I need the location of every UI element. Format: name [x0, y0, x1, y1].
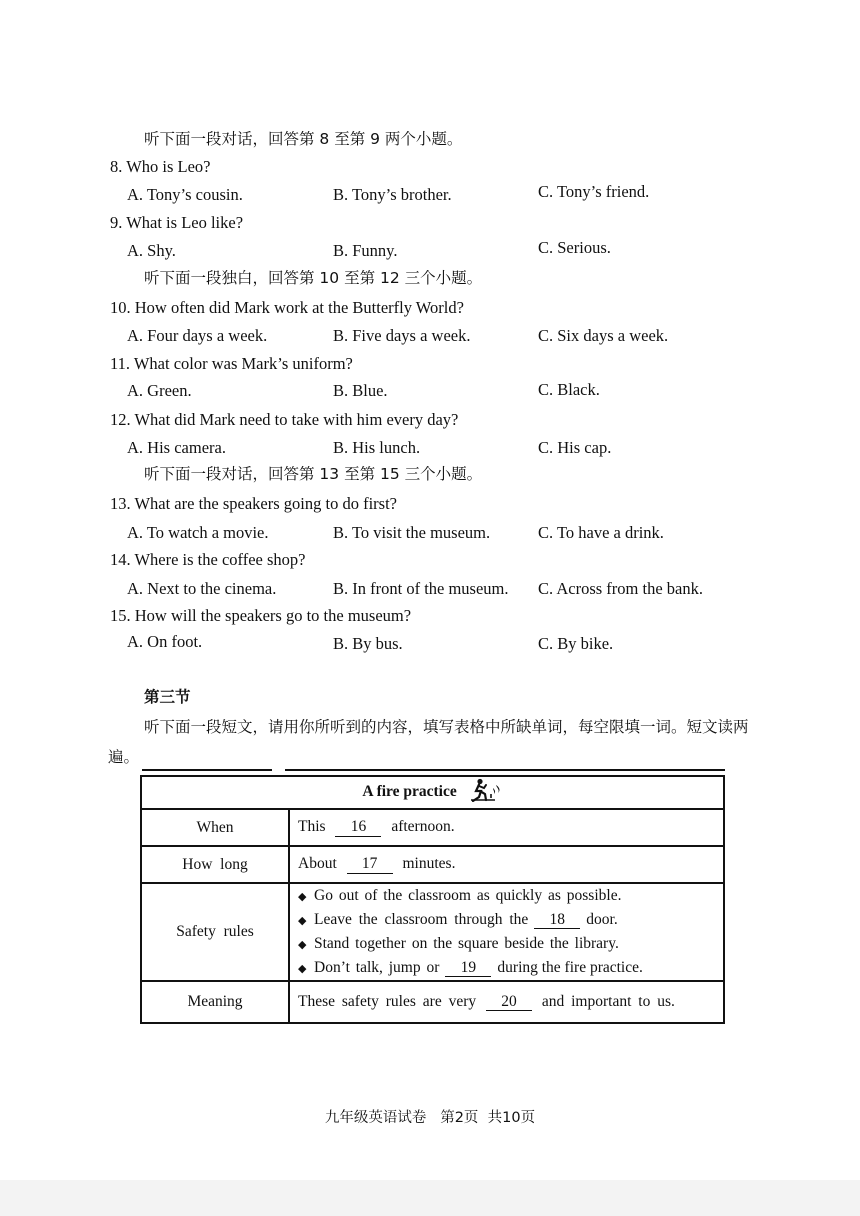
- option-8a: A. Tony’s cousin.: [127, 185, 243, 204]
- how-long-value: [289, 846, 724, 883]
- question-9: 9. What is Leo like?: [110, 213, 244, 232]
- when-value: [289, 809, 724, 846]
- option-9a: A. Shy.: [127, 241, 176, 260]
- option-15b: B. By bus.: [333, 634, 403, 653]
- diamond-bullet-icon: ◆: [298, 914, 307, 927]
- meaning-label: Meaning: [141, 981, 289, 1023]
- rule-2: [298, 908, 715, 932]
- option-10c: C. Six days a week.: [538, 326, 669, 345]
- fire-exit-icon: [469, 778, 503, 807]
- how-long-before: About: [298, 855, 337, 873]
- when-label: When: [141, 809, 289, 846]
- question-8: 8. Who is Leo?: [110, 157, 211, 176]
- rule-2-after: door.: [586, 911, 618, 928]
- meaning-after: and important to us.: [541, 992, 675, 1010]
- blank-20: 20: [486, 993, 532, 1011]
- option-13c: C. To have a drink.: [538, 523, 664, 542]
- how-long-label: How long: [141, 846, 289, 883]
- option-11b: B. Blue.: [333, 381, 388, 400]
- meaning-before: These safety rules are very: [298, 992, 477, 1010]
- table-top-rule-left: [142, 769, 272, 771]
- diamond-bullet-icon: ◆: [298, 962, 307, 975]
- option-12a: A. His camera.: [127, 438, 226, 457]
- blank-18: 18: [534, 911, 580, 929]
- option-15a: A. On foot.: [127, 632, 203, 651]
- question-13: 13. What are the speakers going to do first?: [110, 494, 397, 513]
- page-bottom-edge: [0, 1180, 860, 1216]
- option-12b: B. His lunch.: [333, 438, 421, 457]
- option-9b: B. Funny.: [333, 241, 398, 260]
- question-15: 15. How will the speakers go to the museum?: [110, 606, 412, 625]
- question-10: 10. How often did Mark work at the Butterfly World?: [110, 298, 464, 317]
- instruction-13-15: 听下面一段对话，回答第 13 至第 15 三个小题。: [144, 465, 483, 483]
- rule-2-before: Leave the classroom through the: [314, 911, 529, 928]
- page-footer: 九年级英语试卷 第2页 共10页: [324, 1110, 536, 1126]
- question-11: 11. What color was Mark’s uniform?: [110, 354, 353, 373]
- rule-3-text: Stand together on the square beside the library.: [314, 935, 619, 952]
- question-14: 14. Where is the coffee shop?: [110, 550, 306, 569]
- rule-1: [298, 884, 715, 908]
- table-title-cell: [141, 776, 724, 809]
- option-14a: A. Next to the cinema.: [127, 579, 277, 598]
- option-10a: A. Four days a week.: [127, 326, 268, 345]
- diamond-bullet-icon: ◆: [298, 938, 307, 951]
- rule-4-after: during the fire practice.: [497, 959, 643, 976]
- option-14b: B. In front of the museum.: [333, 579, 509, 598]
- part3-heading: 第三节: [144, 688, 191, 706]
- option-8b: B. Tony’s brother.: [333, 185, 452, 204]
- when-before: This: [298, 818, 326, 836]
- fire-practice-table: [140, 775, 725, 1024]
- rule-4: [298, 956, 715, 980]
- blank-16: 16: [335, 818, 381, 836]
- option-12c: C. His cap.: [538, 438, 612, 457]
- blank-19: 19: [445, 959, 491, 977]
- option-10b: B. Five days a week.: [333, 326, 471, 345]
- option-11a: A. Green.: [127, 381, 192, 400]
- part3-instruction: 听下面一段短文，请用你所听到的内容，填写表格中所缺单词，每空限填一词。短文读两遍。: [108, 718, 749, 766]
- diamond-bullet-icon: ◆: [298, 890, 307, 903]
- option-8c: C. Tony’s friend.: [538, 182, 650, 201]
- rule-3: [298, 932, 715, 956]
- safety-rules-label: Safety rules: [141, 883, 289, 981]
- table-top-rule-right: [285, 769, 725, 771]
- blank-17: 17: [347, 855, 393, 873]
- instruction-8-9: 听下面一段对话，回答第 8 至第 9 两个小题。: [144, 130, 463, 148]
- table-title: A fire practice: [362, 783, 457, 801]
- rule-4-before: Don’t talk, jump or: [314, 959, 440, 976]
- option-13b: B. To visit the museum.: [333, 523, 491, 542]
- how-long-after: minutes.: [402, 855, 456, 873]
- meaning-value: [289, 981, 724, 1023]
- option-13a: A. To watch a movie.: [127, 523, 269, 542]
- when-after: afternoon.: [391, 818, 455, 836]
- option-15c: C. By bike.: [538, 634, 614, 653]
- question-12: 12. What did Mark need to take with him every day?: [110, 410, 459, 429]
- option-11c: C. Black.: [538, 380, 600, 399]
- instruction-10-12: 听下面一段独白，回答第 10 至第 12 三个小题。: [144, 269, 483, 287]
- safety-rules-value: [289, 883, 724, 981]
- rule-1-text: Go out of the classroom as quickly as possible.: [314, 887, 622, 904]
- option-14c: C. Across from the bank.: [538, 579, 703, 598]
- option-9c: C. Serious.: [538, 238, 611, 257]
